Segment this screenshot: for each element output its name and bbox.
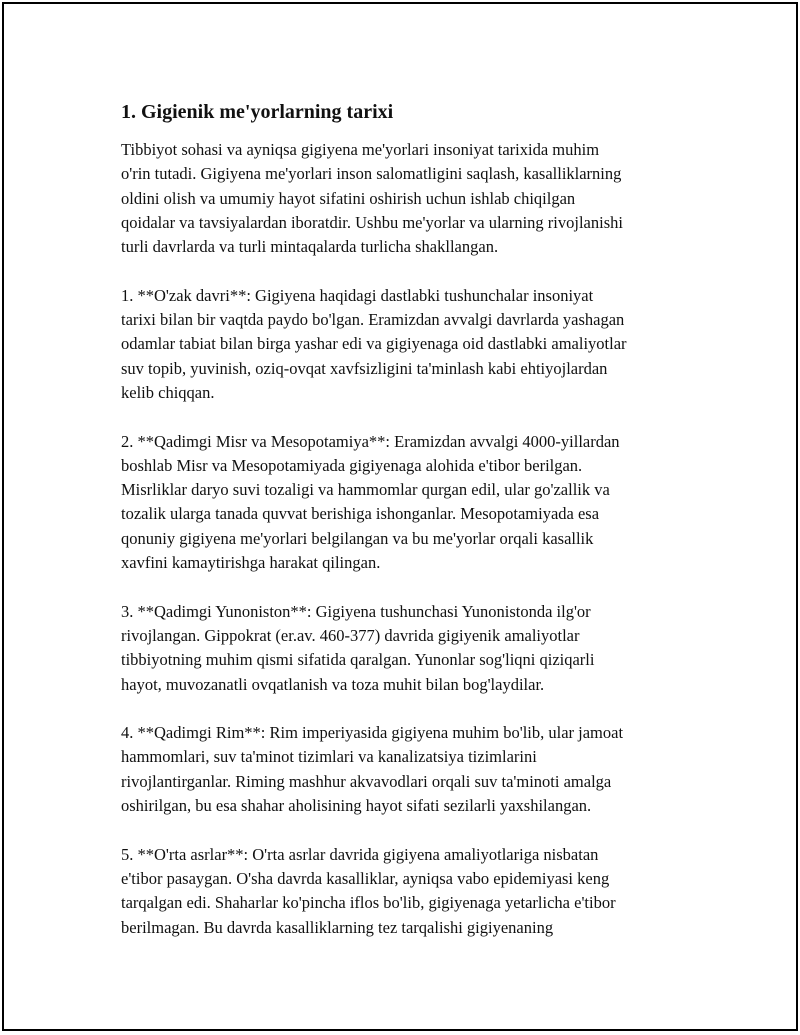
text-line: tarixi bilan bir vaqtda paydo bo'lgan. Eramizdan avvalgi davrlarda yashagan bbox=[121, 310, 625, 330]
text-line: rivojlangan. Gippokrat (er.av. 460-377) davrida gigiyenik amaliyotlar bbox=[121, 625, 580, 645]
intro-paragraph bbox=[121, 138, 696, 259]
text-line: rivojlantirganlar. Riming mashhur akvavodlari orqali suv ta'minoti amalga bbox=[121, 771, 612, 791]
text-line: berilmagan. Bu davrda kasalliklarning tez tarqalishi gigiyenaning bbox=[121, 917, 554, 937]
text-line: qonuniy gigiyena me'yorlari belgilangan va bu me'yorlar orqali kasallik bbox=[121, 528, 594, 548]
document-page bbox=[2, 2, 798, 1031]
text-line: Misrliklar daryo suvi tozaligi va hammomlar qurgan edil, ular go'zallik va bbox=[121, 480, 610, 500]
text-line: turli davrlarda va turli mintaqalarda turlicha shakllangan. bbox=[121, 237, 499, 257]
document-body bbox=[121, 100, 696, 964]
text-line: Tibbiyot sohasi va ayniqsa gigiyena me'yorlari insoniyat tarixida muhim bbox=[121, 140, 600, 159]
text-line: 5. **O'rta asrlar**: O'rta asrlar davrida gigiyena amaliyotlariga nisbatan bbox=[121, 844, 599, 864]
section-2-paragraph bbox=[121, 430, 696, 576]
section-4-paragraph bbox=[121, 721, 696, 818]
text-line: 3. **Qadimgi Yunoniston**: Gigiyena tushunchasi Yunonistonda ilg'or bbox=[121, 601, 591, 621]
paragraph-list bbox=[121, 138, 696, 940]
text-line: odamlar tabiat bilan birga yashar edi va gigiyenaga oid dastlabki amaliyotlar bbox=[121, 334, 627, 354]
text-line: e'tibor pasaygan. O'sha davrda kasalliklar, ayniqsa vabo epidemiyasi keng bbox=[121, 868, 610, 888]
text-line: xavfini kamaytirishga harakat qilingan. bbox=[121, 553, 381, 573]
text-line: oldini olish va umumiy hayot sifatini oshirish uchun ishlab chiqilgan bbox=[121, 188, 576, 208]
text-line: tibbiyotning muhim qismi sifatida qaralgan. Yunonlar sog'liqni qiziqarli bbox=[121, 650, 595, 670]
text-line: 4. **Qadimgi Rim**: Rim imperiyasida gigiyena muhim bo'lib, ular jamoat bbox=[121, 723, 624, 743]
text-line: boshlab Misr va Mesopotamiyada gigiyenaga alohida e'tibor berilgan. bbox=[121, 455, 583, 475]
text-line: tarqalgan edi. Shaharlar ko'pincha iflos bo'lib, gigiyenaga yetarlicha e'tibor bbox=[121, 893, 616, 913]
section-5-paragraph bbox=[121, 843, 696, 940]
text-line: 1. **O'zak davri**: Gigiyena haqidagi dastlabki tushunchalar insoniyat bbox=[121, 285, 594, 305]
text-line: hayot, muvozanatli ovqatlanish va toza muhit bilan bog'laydilar. bbox=[121, 674, 545, 694]
text-line: tozalik ularga tanada quvvat berishiga ishonganlar. Mesopotamiyada esa bbox=[121, 504, 600, 524]
text-line: hammomlari, suv ta'minot tizimlari va kanalizatsiya tizimlarini bbox=[121, 747, 537, 767]
text-line: oshirilgan, bu esa shahar aholisining hayot sifati sezilarli yaxshilangan. bbox=[121, 796, 592, 816]
text-line: qoidalar va tavsiyalardan iboratdir. Ushbu me'yorlar va ularning rivojlanishi bbox=[121, 212, 623, 232]
section-1-paragraph bbox=[121, 284, 696, 405]
text-line: 2. **Qadimgi Misr va Mesopotamiya**: Eramizdan avvalgi 4000-yillardan bbox=[121, 431, 620, 451]
document-title: 1. Gigienik me'yorlarning tarixi bbox=[121, 101, 394, 123]
text-line: suv topib, yuvinish, oziq-ovqat xavfsizligini ta'minlash kabi ehtiyojlardan bbox=[121, 358, 608, 378]
text-line: kelib chiqqan. bbox=[121, 382, 215, 402]
section-3-paragraph bbox=[121, 600, 696, 697]
text-line: o'rin tutadi. Gigiyena me'yorlari inson salomatligini saqlash, kasalliklarning bbox=[121, 164, 622, 184]
